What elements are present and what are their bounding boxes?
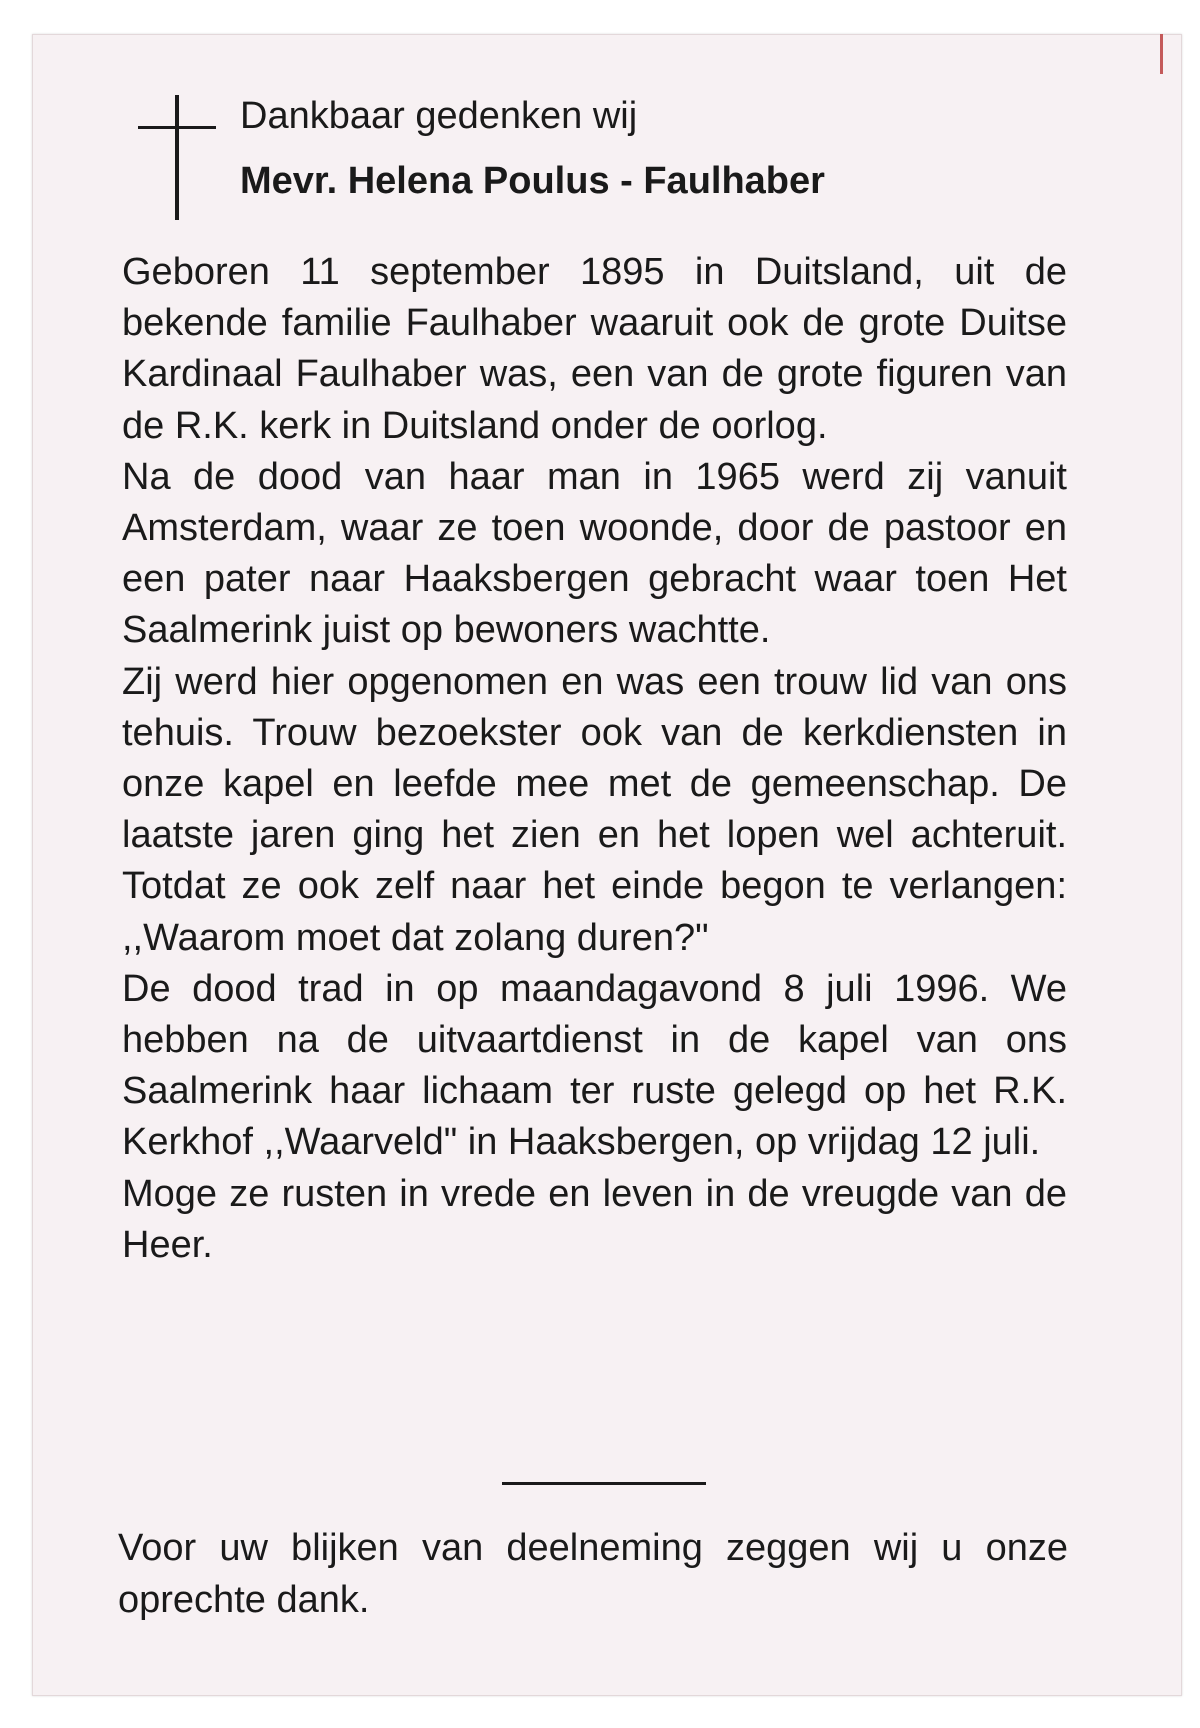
deceased-name: Mevr. Helena Poulus - Faulhaber <box>240 160 825 202</box>
paragraph-blessing: Moge ze rusten in vrede en leven in de vreugde van de Heer. <box>122 1172 1067 1266</box>
cross-icon <box>175 95 179 220</box>
heading-intro: Dankbaar gedenken wij <box>240 95 638 137</box>
paragraph-birth: Geboren 11 september 1895 in Duitsland, uit de bekende familie Faulhaber waaruit ook de grote Duitse Kardinaal Faulhaber was, een van de grote figuren van de R.K. kerk in Duitsland onder de oorlog. <box>122 251 1067 447</box>
thanks-text: Voor uw blijken van deelneming zeggen wij u onze oprechte dank. <box>118 1527 1068 1621</box>
paragraph-move: Na de dood van haar man in 1965 werd zij vanuit Amsterdam, waar ze toen woonde, door de pastoor en een pater naar Haaksbergen gebracht waar toen Het Saalmerink juist op bewoners wachtte. <box>122 455 1067 652</box>
paragraph-death: De dood trad in op maandagavond 8 juli 1996. We hebben na de uitvaartdienst in de kapel van ons Saalmerink haar lichaam ter ruste gelegd op het R.K. Kerkhof ,,Waarveld" in Haaksbergen, op vrijdag 12 juli. <box>122 967 1067 1164</box>
card-edge-mark <box>1160 34 1163 74</box>
cross-icon-bar <box>138 126 216 129</box>
card-heading <box>240 92 825 206</box>
paragraph-life: Zij werd hier opgenomen en was een trouw lid van ons tehuis. Trouw bezoekster ook van de kerkdiensten in onze kapel en leefde mee met de gemeenschap. De laatste jaren ging het zien en het lopen wel achteruit. Totdat ze ook zelf naar het einde begon te verlangen: ,,Waarom moet dat zolang duren?" <box>122 660 1067 959</box>
card-body <box>122 247 1067 1271</box>
divider-line <box>502 1482 706 1485</box>
